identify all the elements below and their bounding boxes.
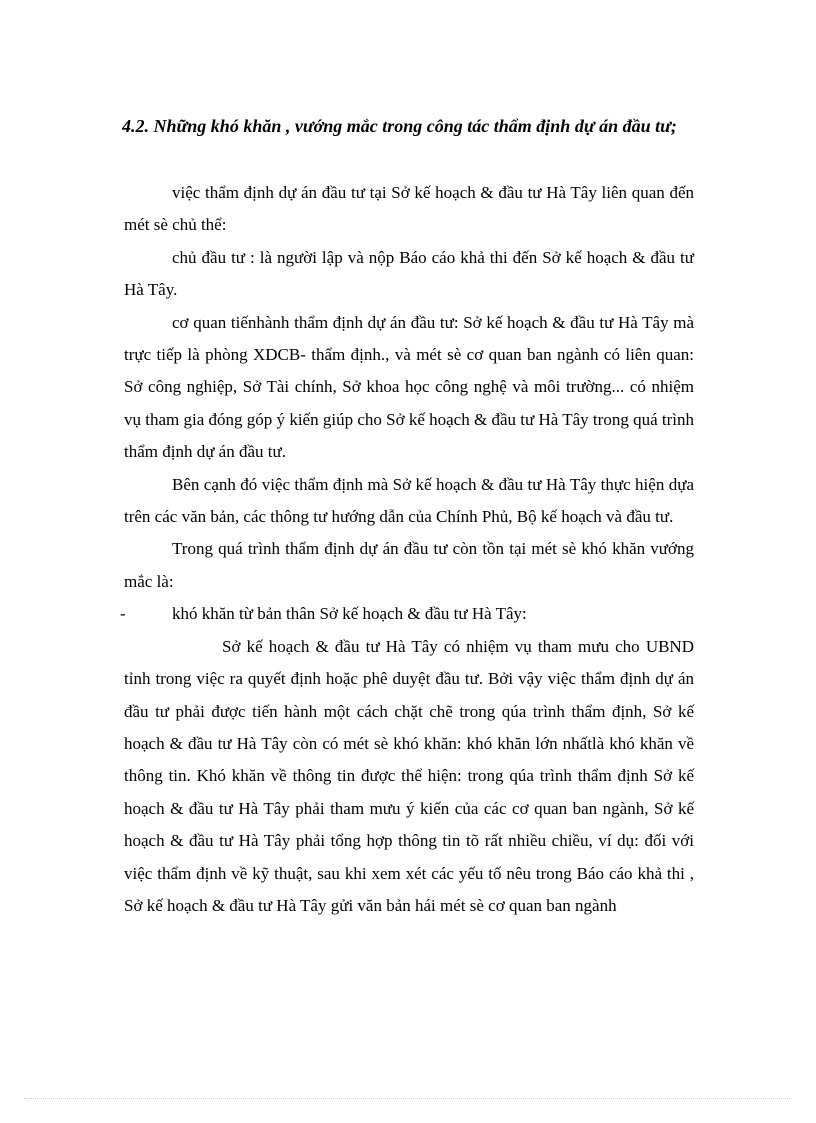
page-bottom-rule (24, 1098, 792, 1099)
paragraph: việc thẩm định dự án đầu tư tại Sở kế hoạch & đầu tư Hà Tây liên quan đến mét sè chủ thể: (124, 183, 694, 235)
paragraph: chủ đầu tư : là người lập và nộp Báo cáo khả thi đến Sở kế hoạch & đầu tư Hà Tây. (124, 247, 694, 300)
paragraph: cơ quan tiếnhành thẩm định dự án đầu tư: Sở kế hoạch & đầu tư Hà Tây mà trực tiếp là phòng XDCB- thẩm định., và mét sè cơ quan ban ngành có liên quan: Sở công nghiệp, Sở Tài chính, Sở khoa học công nghệ và môi trường... có nhiệm vụ tham gia đóng góp ý kiến giúp cho Sở kế hoạch & đầu tư Hà Tây trong quá trình thẩm định dự án đầu tư. (124, 312, 694, 462)
paragraph: Bên cạnh đó việc thẩm định mà Sở kế hoạch & đầu tư Hà Tây thực hiện dựa trên các văn bản, các thông tư hướng dẫn của Chính Phủ, Bộ kế hoạch và đầu tư. (124, 474, 694, 527)
paragraph: Sở kế hoạch & đầu tư Hà Tây có nhiệm vụ tham mưu cho UBND tỉnh trong việc ra quyết định hoặc phê duyệt đầu tư. Bởi vậy việc thẩm định dự án đầu tư phải được tiến hành một cách chặt chẽ trong qúa trình thẩm định, Sở kế hoạch & đầu tư Hà Tây còn có mét sè khó khăn: khó khăn lớn nhấtlà khó khăn về thông tin. Khó khăn về thông tin được thể hiện: trong qúa trình thẩm định Sở kế hoạch & đầu tư Hà Tây phải tham mưu ý kiến của các cơ quan ban ngành, Sở kế hoạch & đầu tư Hà Tây phải tổng hợp thông tin tõ rất nhiều chiều, ví dụ: đối với việc thẩm định về kỹ thuật, sau khi xem xét các yếu tố nêu trong Báo cáo khả thi , Sở kế hoạch & đầu tư Hà Tây gửi văn bản hái mét sè cơ quan ban ngành (124, 636, 694, 915)
bullet-mark: - (120, 604, 126, 624)
body-text (120, 177, 694, 922)
paragraph: Trong quá trình thẩm định dự án đầu tư còn tồn tại mét sè khó khăn vướng mắc là: (124, 539, 694, 591)
bullet-text: khó khăn từ bản thân Sở kế hoạch & đầu tư Hà Tây: (172, 604, 527, 624)
bullet-item (120, 598, 694, 630)
section-heading: 4.2. Những khó khăn , vướng mắc trong công tác thẩm định dự án đầu tư; (122, 116, 677, 136)
